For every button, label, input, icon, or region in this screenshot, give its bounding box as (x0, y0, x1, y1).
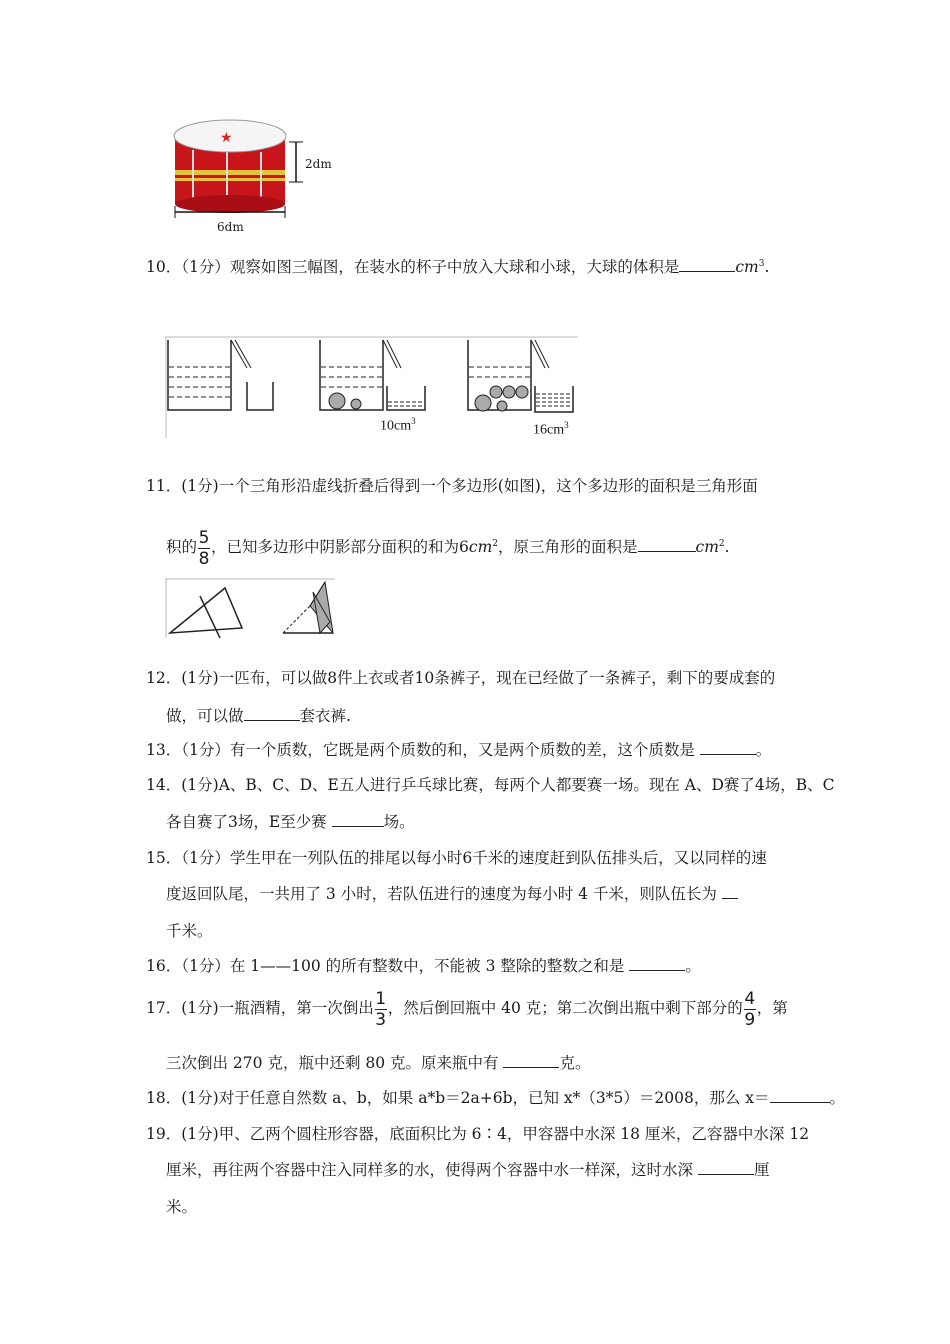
question-10: 10．（1分）观察如图三幅图，在装水的杯子中放入大球和小球，大球的体积是 $cm^3$. (146, 258, 770, 277)
question-15-line3: 千米。 (166, 922, 213, 940)
question-16: 16．（1分）在 1——100 的所有整数中，不能被 3 整除的整数之和是 。 (146, 957, 701, 975)
answer-blank[interactable] (629, 956, 685, 971)
question-18: 18．(1分)对于任意自然数 a、b，如果 a*b＝2a+6b，已知 x*（3*5）＝2008，那么 x＝ 。 (146, 1089, 846, 1107)
answer-blank[interactable] (503, 1053, 559, 1068)
answer-blank[interactable] (679, 257, 735, 272)
answer-blank[interactable] (638, 537, 696, 552)
question-19-line1: 19．(1分)甲、乙两个圆柱形容器，底面积比为 6∶4，甲容器中水深 18 厘米，乙容器中水深 12 (146, 1125, 810, 1143)
fraction-1-3: $\frac{1}{3}$ (375, 988, 387, 1030)
answer-blank[interactable] (722, 884, 738, 899)
question-15-line1: 15．（1分）学生甲在一列队伍的排尾以每小时6千米的速度赶到队伍排头后，又以同样的速 (146, 849, 767, 867)
question-14-line1: 14．(1分)A、B、C、D、E五人进行乒乓球比赛，每两个人都要赛一场。现在 A、D赛了4场，B、C (146, 776, 835, 794)
answer-blank[interactable] (770, 1088, 830, 1103)
question-17-line2: 三次倒出 270 克，瓶中还剩 80 克。原来瓶中有 克。 (166, 1054, 591, 1072)
answer-blank[interactable] (244, 706, 300, 721)
cups-figure (165, 336, 580, 441)
answer-blank[interactable] (700, 740, 756, 755)
answer-blank[interactable] (332, 812, 384, 827)
question-13: 13．（1分）有一个质数，它既是两个质数的和，又是两个质数的差，这个质数是 。 (146, 741, 772, 759)
question-15-line2: 度返回队尾，一共用了 3 小时，若队伍进行的速度为每小时 4 千米，则队伍长为 (166, 884, 738, 904)
svg-text:★: ★ (220, 130, 233, 146)
fraction-5-8: $\frac{5}{8}$ (198, 527, 210, 569)
question-12-line1: 12．(1分)一匹布，可以做8件上衣或者10条裤子，现在已经做了一条裤子，剩下的要成套的 (146, 669, 776, 687)
question-11-line2: 积的 $\frac{5}{8}$ ，已知多边形中阴影部分面积的和为$6cm^2$，原三角形的面积是 $cm^2$. (166, 527, 730, 569)
answer-blank[interactable] (698, 1160, 754, 1175)
question-19-line3: 米。 (166, 1198, 198, 1216)
question-12-line2: 做，可以做 套衣裤. (166, 707, 351, 725)
cup3-volume-label: $16cm^3$ (533, 420, 569, 438)
drum-width-label: 6dm (217, 220, 244, 234)
question-17-line1: 17．(1分)一瓶酒精，第一次倒出 $\frac{1}{3}$ ，然后倒回瓶中 40 克；第二次倒出瓶中剩下部分的 $\frac{4}{9}$ ，第 (146, 988, 788, 1030)
cup2-volume-label: $10cm^3$ (380, 416, 416, 434)
question-14-line2: 各自赛了3场，E至少赛 场。 (166, 813, 415, 831)
question-11-line1: 11．(1分)一个三角形沿虚线折叠后得到一个多边形(如图)，这个多边形的面积是三角形面 (146, 477, 758, 495)
drum-height-label: 2dm (305, 157, 332, 171)
triangle-fold-figure (165, 578, 360, 640)
question-19-line2: 厘米，再往两个容器中注入同样多的水，使得两个容器中水一样深，这时水深 厘 (166, 1161, 770, 1179)
drum-figure (165, 112, 345, 237)
fraction-4-9: $\frac{4}{9}$ (744, 988, 756, 1030)
